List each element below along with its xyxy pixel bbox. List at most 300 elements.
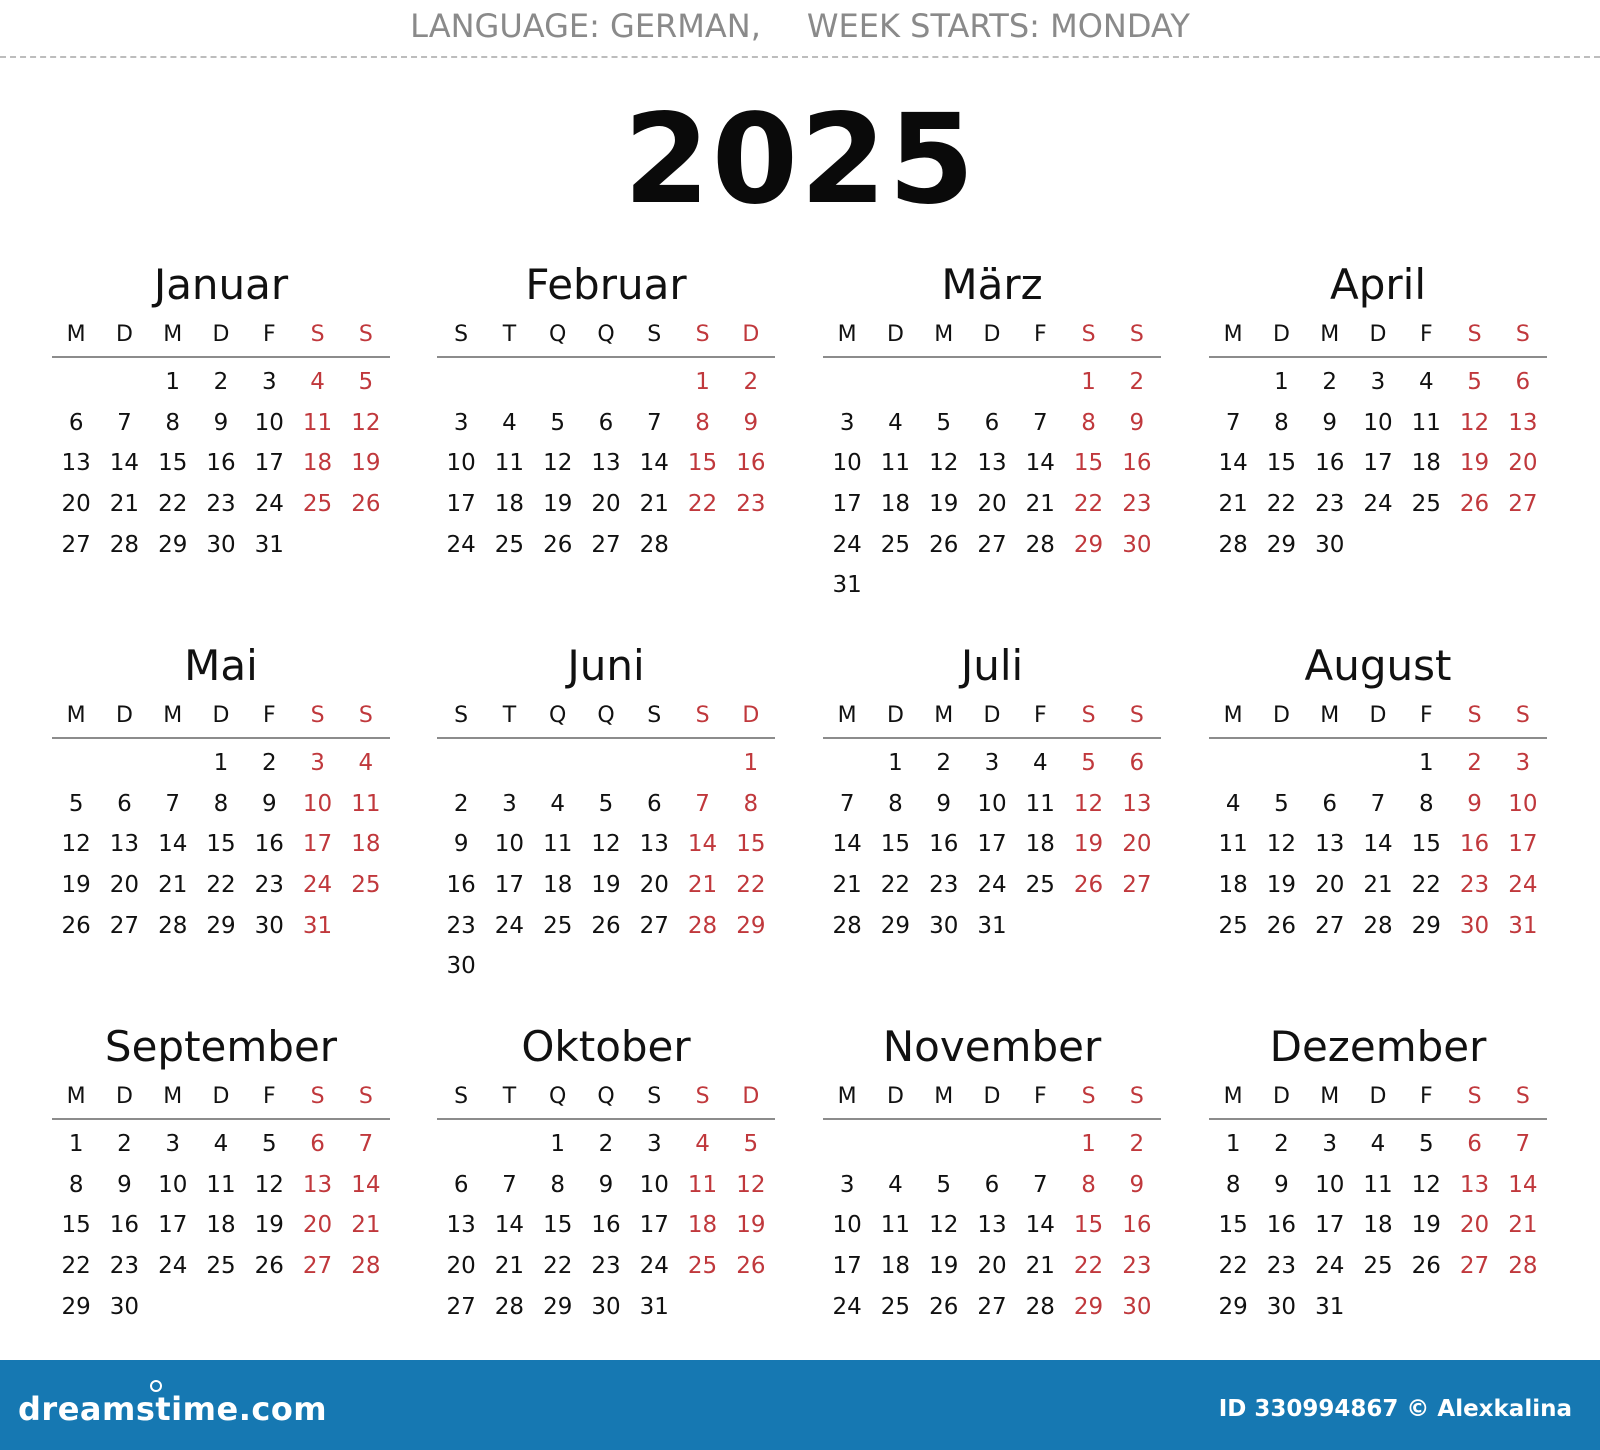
day-cell: 26 — [591, 912, 621, 939]
day-cell: 10 — [302, 790, 333, 817]
day-cell: 23 — [591, 1253, 621, 1280]
day-cell: 20 — [591, 491, 621, 518]
day-cell: 24 — [832, 531, 862, 558]
day-cell: 9 — [117, 1171, 132, 1198]
month-3 — [823, 256, 1161, 606]
day-cell: 7 — [1032, 409, 1048, 436]
weekday-label: M — [163, 703, 183, 728]
day-cell: 3 — [502, 790, 517, 817]
day-cell: 30 — [1266, 1293, 1297, 1320]
language-label: LANGUAGE: GERMAN, — [410, 7, 761, 45]
weekday-header — [437, 314, 775, 358]
day-cell: 9 — [453, 831, 469, 858]
day-cell: 9 — [1274, 1171, 1289, 1198]
day-cell: 23 — [446, 912, 476, 939]
weekday-label: S — [1515, 1084, 1530, 1109]
day-cell: 17 — [494, 872, 525, 899]
day-cell: 26 — [929, 1293, 959, 1320]
day-cell: 29 — [1218, 1293, 1248, 1320]
weekday-label: M — [1223, 1084, 1243, 1109]
day-cell: 13 — [61, 450, 91, 477]
day-cell: 16 — [1266, 1212, 1297, 1239]
day-cell: 4 — [310, 369, 325, 396]
day-cell: 29 — [206, 912, 236, 939]
day-cell: 26 — [929, 531, 959, 558]
day-cell: 14 — [109, 450, 140, 477]
day-cell: 20 — [61, 491, 91, 518]
day-cell: 9 — [261, 790, 277, 817]
day-cell: 21 — [158, 872, 188, 899]
day-cell: 2 — [936, 750, 952, 777]
day-cell: 7 — [646, 409, 662, 436]
day-cell: 25 — [1025, 872, 1055, 899]
day-cell: 23 — [1266, 1253, 1297, 1280]
weekday-label: D — [212, 703, 230, 728]
day-cell: 25 — [687, 1253, 718, 1280]
month-11 — [823, 1018, 1161, 1327]
day-cell: 5 — [1418, 1131, 1434, 1158]
day-cell: 30 — [254, 912, 284, 939]
day-cell: 10 — [1363, 409, 1393, 436]
day-cell: 7 — [839, 790, 855, 817]
weekday-label: Q — [597, 703, 615, 728]
day-cell: 12 — [1073, 790, 1104, 817]
day-cell: 1 — [1274, 369, 1289, 396]
weekday-label: S — [1081, 703, 1096, 728]
day-cell: 22 — [687, 491, 718, 518]
day-cell: 2 — [1322, 369, 1338, 396]
day-cell: 7 — [1032, 1171, 1048, 1198]
weekday-label: S — [310, 322, 325, 347]
month-name: August — [1304, 641, 1452, 690]
day-cell: 28 — [1508, 1253, 1538, 1280]
day-cell: 4 — [213, 1131, 229, 1158]
day-cell: 14 — [1025, 450, 1055, 477]
day-cell: 2 — [453, 790, 469, 817]
day-cell: 8 — [743, 790, 759, 817]
day-cell: 18 — [543, 872, 573, 899]
day-cell: 9 — [1322, 409, 1338, 436]
day-cell: 20 — [1122, 831, 1152, 858]
day-cell: 1 — [213, 750, 229, 777]
day-cell: 13 — [1459, 1171, 1490, 1198]
day-cell: 29 — [1073, 531, 1104, 558]
day-cell: 2 — [1274, 1131, 1289, 1158]
weekday-label: S — [1467, 703, 1482, 728]
day-cell: 16 — [206, 450, 236, 477]
info-header — [0, 0, 1600, 58]
day-cell: 2 — [743, 369, 759, 396]
day-cell: 21 — [1025, 491, 1055, 518]
day-cell: 21 — [1508, 1212, 1538, 1239]
day-cell: 12 — [929, 450, 959, 477]
weekday-label: Q — [549, 1084, 567, 1109]
weekday-label: M — [934, 1084, 954, 1109]
weekday-label: F — [1419, 703, 1433, 728]
day-cell: 25 — [880, 1293, 911, 1320]
day-cell: 24 — [302, 872, 333, 899]
day-cell: 5 — [1081, 750, 1096, 777]
weekday-label: S — [310, 703, 325, 728]
day-cell: 15 — [61, 1212, 91, 1239]
day-cell: 17 — [158, 1212, 188, 1239]
day-cell: 13 — [1122, 790, 1152, 817]
day-cell: 22 — [158, 491, 188, 518]
day-cell: 23 — [1122, 1253, 1152, 1280]
day-cell: 16 — [446, 872, 476, 899]
day-cell: 17 — [302, 831, 333, 858]
day-cell: 20 — [639, 872, 669, 899]
day-cell: 10 — [832, 450, 862, 477]
day-cell: 11 — [1363, 1171, 1393, 1198]
day-cell: 25 — [1363, 1253, 1393, 1280]
day-cell: 17 — [977, 831, 1007, 858]
day-cell: 14 — [158, 831, 188, 858]
day-cell: 22 — [880, 872, 911, 899]
day-cell: 25 — [1218, 912, 1248, 939]
weekday-header — [1209, 314, 1547, 358]
weekday-label: D — [115, 703, 133, 728]
day-cell: 16 — [1122, 450, 1152, 477]
day-cell: 19 — [1411, 1212, 1441, 1239]
weekday-label: D — [742, 703, 760, 728]
day-cell: 6 — [453, 1171, 469, 1198]
weekday-label: F — [1033, 322, 1047, 347]
day-cell: 22 — [206, 872, 236, 899]
day-cell: 17 — [832, 1253, 862, 1280]
day-grid — [823, 1120, 1161, 1327]
month-name: Februar — [525, 260, 687, 309]
day-cell: 7 — [1515, 1131, 1531, 1158]
day-cell: 16 — [1459, 831, 1490, 858]
weekday-label: S — [1515, 322, 1530, 347]
day-cell: 3 — [453, 409, 469, 436]
day-cell: 7 — [117, 409, 132, 436]
day-cell: 3 — [984, 750, 1000, 777]
day-cell: 17 — [1508, 831, 1538, 858]
weekday-label: F — [1419, 322, 1433, 347]
day-cell: 7 — [1225, 409, 1241, 436]
day-cell: 11 — [1025, 790, 1055, 817]
day-cell: 15 — [158, 450, 188, 477]
day-cell: 27 — [977, 531, 1007, 558]
day-cell: 18 — [1218, 872, 1248, 899]
weekday-label: F — [1033, 703, 1047, 728]
day-cell: 22 — [1266, 491, 1297, 518]
day-cell: 6 — [1129, 750, 1145, 777]
weekday-label: S — [1515, 703, 1530, 728]
month-1 — [52, 256, 390, 565]
day-cell: 23 — [1459, 872, 1490, 899]
day-cell: 19 — [254, 1212, 284, 1239]
day-cell: 18 — [206, 1212, 236, 1239]
day-cell: 27 — [1508, 491, 1538, 518]
day-cell: 21 — [351, 1212, 381, 1239]
day-cell: 25 — [494, 531, 525, 558]
day-cell: 14 — [494, 1212, 525, 1239]
day-cell: 2 — [261, 750, 277, 777]
weekday-label: D — [1272, 322, 1290, 347]
day-cell: 28 — [351, 1253, 381, 1280]
day-cell: 2 — [213, 369, 229, 396]
weekday-label: S — [1467, 322, 1482, 347]
weekday-header — [823, 695, 1161, 739]
day-cell: 1 — [695, 369, 710, 396]
day-cell: 26 — [1411, 1253, 1441, 1280]
day-cell: 21 — [1218, 491, 1248, 518]
day-cell: 26 — [61, 912, 91, 939]
day-cell: 23 — [929, 872, 959, 899]
day-cell: 21 — [832, 872, 862, 899]
day-cell: 23 — [1122, 491, 1152, 518]
weekday-label: S — [358, 322, 373, 347]
day-cell: 23 — [736, 491, 766, 518]
day-cell: 13 — [302, 1171, 333, 1198]
day-cell: 9 — [743, 409, 759, 436]
day-cell: 30 — [1122, 531, 1152, 558]
day-cell: 18 — [351, 831, 381, 858]
day-cell: 3 — [646, 1131, 662, 1158]
day-cell: 24 — [639, 1253, 669, 1280]
weekday-label: F — [1033, 1084, 1047, 1109]
weekday-label: D — [1369, 1084, 1387, 1109]
image-credit: ID 330994867 © Alexkalina — [1218, 1396, 1572, 1422]
day-cell: 15 — [206, 831, 236, 858]
day-cell: 3 — [165, 1131, 181, 1158]
day-cell: 2 — [1129, 1131, 1145, 1158]
month-name: Dezember — [1269, 1022, 1487, 1071]
weekday-label: S — [1081, 322, 1096, 347]
day-cell: 25 — [543, 912, 573, 939]
day-cell: 19 — [543, 491, 573, 518]
month-4 — [1209, 256, 1547, 565]
day-cell: 21 — [639, 491, 669, 518]
day-cell: 5 — [598, 790, 614, 817]
day-cell: 13 — [977, 450, 1007, 477]
day-cell: 31 — [302, 912, 333, 939]
day-cell: 27 — [977, 1293, 1007, 1320]
day-cell: 4 — [1032, 750, 1048, 777]
weekday-label: M — [1320, 322, 1340, 347]
day-cell: 20 — [446, 1253, 476, 1280]
day-cell: 3 — [1515, 750, 1531, 777]
day-cell: 5 — [936, 1171, 952, 1198]
day-cell: 31 — [1315, 1293, 1345, 1320]
day-cell: 4 — [358, 750, 374, 777]
day-cell: 25 — [302, 491, 333, 518]
weekday-label: Q — [549, 322, 567, 347]
month-name: Mai — [184, 641, 258, 690]
weekday-label: T — [502, 1084, 517, 1109]
day-cell: 18 — [687, 1212, 718, 1239]
day-cell: 5 — [1467, 369, 1482, 396]
day-cell: 4 — [888, 409, 903, 436]
day-cell: 15 — [1073, 1212, 1104, 1239]
weekday-label: M — [837, 703, 857, 728]
day-cell: 3 — [1322, 1131, 1338, 1158]
day-cell: 14 — [1363, 831, 1393, 858]
day-cell: 18 — [1025, 831, 1055, 858]
day-grid — [52, 1120, 390, 1327]
day-cell: 29 — [158, 531, 188, 558]
day-cell: 21 — [109, 491, 140, 518]
day-cell: 9 — [1129, 1171, 1145, 1198]
day-cell: 22 — [1073, 491, 1104, 518]
day-cell: 21 — [494, 1253, 525, 1280]
day-cell: 10 — [494, 831, 525, 858]
week-start-label: WEEK STARTS: MONDAY — [806, 7, 1190, 45]
day-cell: 2 — [598, 1131, 614, 1158]
day-cell: 24 — [1315, 1253, 1345, 1280]
month-8 — [1209, 637, 1547, 946]
day-cell: 15 — [1218, 1212, 1248, 1239]
day-cell: 1 — [1418, 750, 1434, 777]
day-cell: 20 — [302, 1212, 333, 1239]
day-cell: 30 — [591, 1293, 621, 1320]
weekday-header — [437, 695, 775, 739]
day-cell: 27 — [446, 1293, 476, 1320]
day-cell: 9 — [213, 409, 229, 436]
day-cell: 13 — [446, 1212, 476, 1239]
day-cell: 15 — [1411, 831, 1441, 858]
day-cell: 14 — [1508, 1171, 1538, 1198]
day-cell: 18 — [880, 1253, 911, 1280]
day-cell: 30 — [1459, 912, 1490, 939]
weekday-label: T — [502, 322, 517, 347]
day-cell: 28 — [109, 531, 140, 558]
day-cell: 16 — [591, 1212, 621, 1239]
day-cell: 19 — [61, 872, 91, 899]
day-cell: 28 — [639, 531, 669, 558]
day-cell: 17 — [832, 491, 862, 518]
weekday-label: M — [837, 322, 857, 347]
day-grid — [823, 358, 1161, 606]
day-cell: 11 — [206, 1171, 236, 1198]
day-cell: 11 — [494, 450, 525, 477]
day-cell: 16 — [254, 831, 284, 858]
day-cell: 11 — [880, 1212, 911, 1239]
day-cell: 1 — [550, 1131, 566, 1158]
month-name: Januar — [153, 260, 289, 309]
weekday-header — [1209, 695, 1547, 739]
day-cell: 31 — [639, 1293, 669, 1320]
month-5 — [52, 637, 390, 946]
month-10 — [437, 1018, 775, 1327]
day-cell: 27 — [61, 531, 91, 558]
day-cell: 13 — [639, 831, 669, 858]
weekday-label: S — [647, 703, 662, 728]
day-cell: 20 — [1508, 450, 1538, 477]
day-cell: 19 — [929, 491, 959, 518]
weekday-header — [437, 1076, 775, 1120]
day-cell: 2 — [1129, 369, 1145, 396]
weekday-label: T — [502, 703, 517, 728]
day-cell: 10 — [1508, 790, 1538, 817]
day-cell: 22 — [736, 872, 766, 899]
day-cell: 7 — [695, 790, 710, 817]
weekday-label: F — [262, 1084, 276, 1109]
day-cell: 10 — [158, 1171, 188, 1198]
day-cell: 16 — [1315, 450, 1345, 477]
weekday-label: Q — [597, 1084, 615, 1109]
weekday-label: D — [742, 322, 760, 347]
month-name: März — [941, 260, 1043, 309]
day-cell: 26 — [736, 1253, 766, 1280]
weekday-label: S — [695, 703, 710, 728]
day-cell: 13 — [1508, 409, 1538, 436]
day-cell: 11 — [687, 1171, 718, 1198]
day-cell: 7 — [502, 1171, 517, 1198]
day-cell: 8 — [1081, 1171, 1096, 1198]
day-cell: 5 — [936, 409, 952, 436]
day-cell: 8 — [550, 1171, 566, 1198]
day-cell: 6 — [598, 409, 614, 436]
weekday-label: S — [1081, 1084, 1096, 1109]
brand-logo[interactable]: dreamstime.com — [18, 1390, 328, 1428]
day-cell: 16 — [929, 831, 959, 858]
day-cell: 9 — [936, 790, 952, 817]
day-cell: 1 — [743, 750, 759, 777]
weekday-label: M — [163, 1084, 183, 1109]
day-cell: 28 — [158, 912, 188, 939]
day-cell: 10 — [446, 450, 476, 477]
day-cell: 27 — [591, 531, 621, 558]
day-cell: 19 — [1073, 831, 1104, 858]
day-cell: 4 — [550, 790, 566, 817]
day-cell: 22 — [1073, 1253, 1104, 1280]
day-cell: 20 — [977, 491, 1007, 518]
brand-mark-icon — [150, 1380, 162, 1392]
day-cell: 22 — [1411, 872, 1441, 899]
month-name: April — [1330, 260, 1426, 309]
day-cell: 9 — [598, 1171, 614, 1198]
day-cell: 12 — [1459, 409, 1490, 436]
day-cell: 19 — [351, 450, 381, 477]
day-cell: 8 — [1081, 409, 1096, 436]
day-cell: 25 — [1411, 491, 1441, 518]
weekday-header — [52, 695, 390, 739]
day-cell: 20 — [109, 872, 140, 899]
weekday-label: M — [1223, 703, 1243, 728]
day-cell: 15 — [1266, 450, 1297, 477]
day-cell: 16 — [109, 1212, 140, 1239]
month-name: Oktober — [521, 1022, 691, 1071]
weekday-label: S — [454, 1084, 469, 1109]
day-cell: 18 — [1411, 450, 1441, 477]
day-cell: 20 — [1315, 872, 1345, 899]
day-cell: 11 — [302, 409, 333, 436]
day-cell: 19 — [1266, 872, 1297, 899]
day-cell: 13 — [1315, 831, 1345, 858]
day-cell: 25 — [880, 531, 911, 558]
day-cell: 29 — [880, 912, 911, 939]
day-cell: 12 — [351, 409, 381, 436]
month-name: September — [104, 1022, 338, 1071]
day-cell: 6 — [68, 409, 84, 436]
day-cell: 5 — [743, 1131, 759, 1158]
weekday-label: F — [1419, 1084, 1433, 1109]
day-cell: 30 — [446, 953, 476, 980]
day-grid — [1209, 739, 1547, 946]
day-cell: 13 — [109, 831, 140, 858]
day-cell: 24 — [446, 531, 476, 558]
day-cell: 5 — [358, 369, 374, 396]
weekday-label: S — [1129, 322, 1144, 347]
day-cell: 22 — [1218, 1253, 1248, 1280]
day-cell: 31 — [977, 912, 1007, 939]
weekday-label: D — [742, 1084, 760, 1109]
day-cell: 6 — [1467, 1131, 1482, 1158]
